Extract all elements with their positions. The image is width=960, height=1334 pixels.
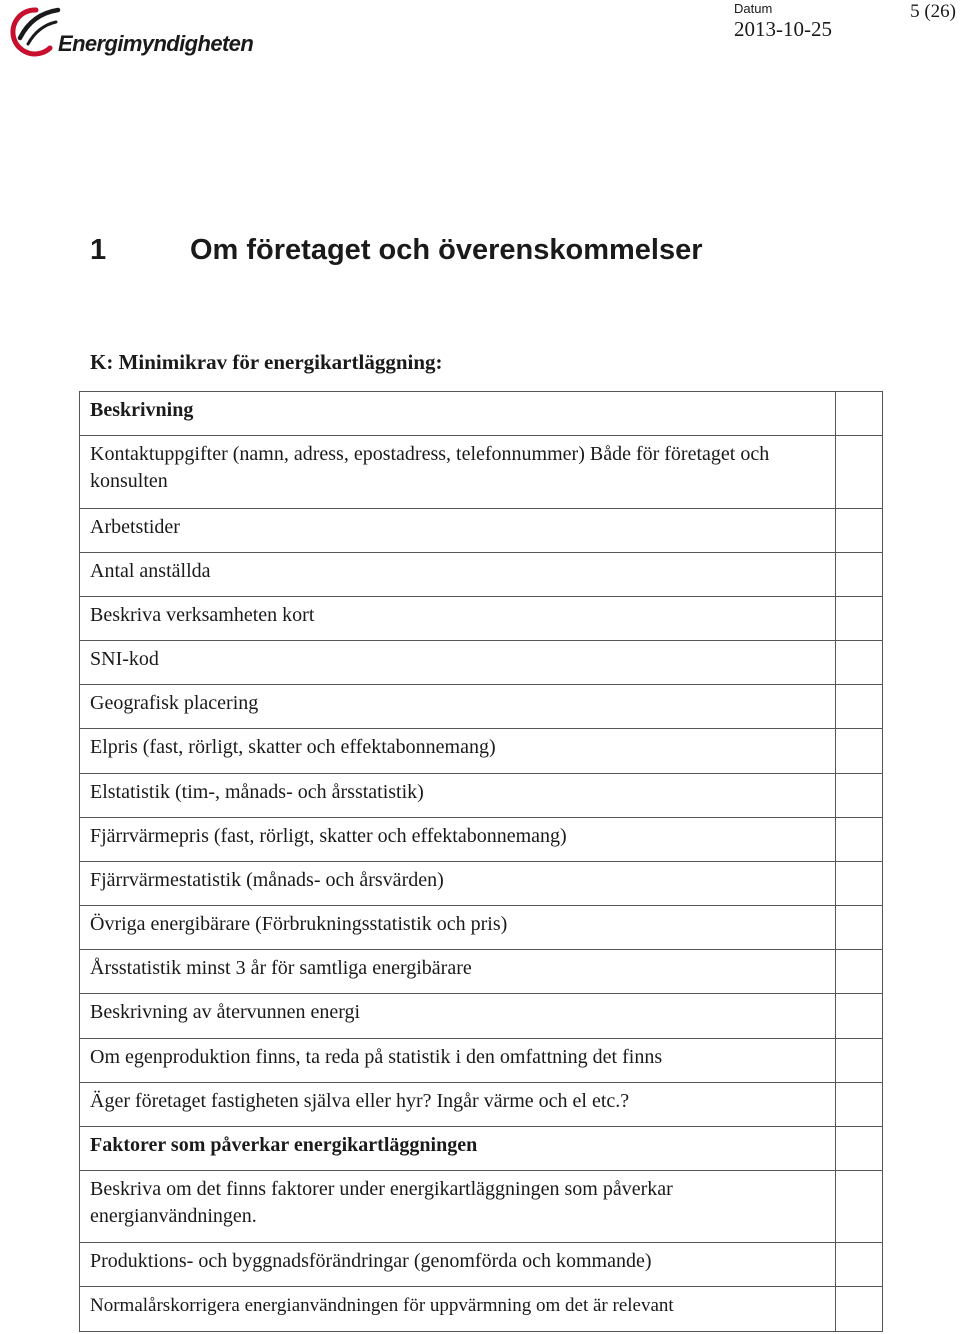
requirement-text: SNI-kod bbox=[90, 648, 159, 670]
requirement-cell bbox=[80, 509, 836, 553]
checkbox-cell[interactable] bbox=[836, 1243, 883, 1287]
checkbox-cell[interactable] bbox=[836, 729, 883, 774]
requirement-cell bbox=[80, 818, 836, 862]
checkbox-cell[interactable] bbox=[836, 862, 883, 906]
checkbox-cell[interactable] bbox=[836, 685, 883, 729]
checkbox-cell[interactable] bbox=[836, 1171, 883, 1243]
logo-text: Energimyndigheten bbox=[58, 31, 254, 56]
table-section-heading: Beskrivning bbox=[90, 399, 194, 421]
checkbox-cell[interactable] bbox=[836, 436, 883, 509]
requirement-cell bbox=[80, 862, 836, 906]
date-label: Datum bbox=[734, 1, 773, 16]
logo-mark-icon bbox=[6, 4, 66, 58]
table-row bbox=[80, 1083, 883, 1127]
requirement-cell bbox=[80, 906, 836, 950]
table-row bbox=[80, 597, 883, 641]
table-row bbox=[80, 1171, 883, 1243]
checkbox-cell[interactable] bbox=[836, 818, 883, 862]
requirements-subheading: K: Minimikrav för energikartläggning: bbox=[90, 350, 443, 374]
table-row bbox=[80, 950, 883, 994]
requirement-cell bbox=[80, 1287, 836, 1332]
section-heading bbox=[90, 234, 703, 267]
table-row bbox=[80, 906, 883, 950]
table-row bbox=[80, 1287, 883, 1332]
requirement-cell bbox=[80, 685, 836, 729]
requirement-cell bbox=[80, 641, 836, 685]
requirement-cell bbox=[80, 774, 836, 818]
table-row bbox=[80, 509, 883, 553]
requirement-text: Elpris (fast, rörligt, skatter och effektabonnemang) bbox=[90, 736, 496, 758]
requirement-cell bbox=[80, 436, 836, 509]
table-row bbox=[80, 994, 883, 1039]
requirement-cell bbox=[80, 1243, 836, 1287]
requirement-text: Fjärrvärmepris (fast, rörligt, skatter och effektabonnemang) bbox=[90, 825, 567, 847]
requirement-text: Beskrivning av återvunnen energi bbox=[90, 1001, 361, 1023]
requirement-cell bbox=[80, 1127, 836, 1171]
requirement-cell bbox=[80, 1083, 836, 1127]
date-value: 2013-10-25 bbox=[734, 17, 832, 41]
table-row bbox=[80, 1127, 883, 1171]
requirement-cell bbox=[80, 950, 836, 994]
section-title: Om företaget och överenskommelser bbox=[190, 234, 703, 266]
checkbox-cell[interactable] bbox=[836, 774, 883, 818]
requirement-cell bbox=[80, 1171, 836, 1243]
checkbox-cell[interactable] bbox=[836, 597, 883, 641]
checkbox-cell[interactable] bbox=[836, 553, 883, 597]
table-row bbox=[80, 729, 883, 774]
requirement-text: Geografisk placering bbox=[90, 692, 259, 714]
table-row bbox=[80, 641, 883, 685]
page-number: 5 (26) bbox=[910, 1, 956, 22]
table-row bbox=[80, 1243, 883, 1287]
checkbox-cell[interactable] bbox=[836, 1127, 883, 1171]
requirement-text: Fjärrvärmestatistik (månads- och årsvärden) bbox=[90, 869, 444, 891]
checkbox-cell[interactable] bbox=[836, 641, 883, 685]
table-row bbox=[80, 1039, 883, 1083]
checkbox-cell[interactable] bbox=[836, 906, 883, 950]
requirement-cell bbox=[80, 1039, 836, 1083]
table-section-heading: Faktorer som påverkar energikartläggningen bbox=[90, 1134, 478, 1156]
requirement-text: Elstatistik (tim-, månads- och årsstatistik) bbox=[90, 781, 424, 803]
table-row bbox=[80, 774, 883, 818]
requirement-cell bbox=[80, 994, 836, 1039]
requirement-text: Beskriva om det finns faktorer under energikartläggningen som påverkar energianvändningen. bbox=[90, 1178, 673, 1227]
requirement-text: Övriga energibärare (Förbrukningsstatistik och pris) bbox=[90, 913, 508, 935]
table-row bbox=[80, 553, 883, 597]
checkbox-cell[interactable] bbox=[836, 950, 883, 994]
requirement-cell bbox=[80, 597, 836, 641]
checkbox-cell[interactable] bbox=[836, 1083, 883, 1127]
table-row bbox=[80, 818, 883, 862]
requirement-text: Antal anställda bbox=[90, 560, 211, 582]
checkbox-cell[interactable] bbox=[836, 994, 883, 1039]
requirement-text: Om egenproduktion finns, ta reda på statistik i den omfattning det finns bbox=[90, 1046, 663, 1068]
checkbox-cell[interactable] bbox=[836, 1287, 883, 1332]
requirement-text: Kontaktuppgifter (namn, adress, epostadress, telefonnummer) Både för företaget och konsulten bbox=[90, 443, 770, 492]
table-row bbox=[80, 436, 883, 509]
requirement-text: Beskriva verksamheten kort bbox=[90, 604, 315, 626]
requirement-cell bbox=[80, 729, 836, 774]
checkbox-cell[interactable] bbox=[836, 392, 883, 436]
table-row bbox=[80, 685, 883, 729]
checkbox-cell[interactable] bbox=[836, 1039, 883, 1083]
checkbox-cell[interactable] bbox=[836, 509, 883, 553]
table-row bbox=[80, 392, 883, 436]
requirements-table bbox=[79, 391, 883, 1332]
requirement-text: Arbetstider bbox=[90, 516, 180, 538]
energimyndigheten-logo bbox=[6, 4, 254, 58]
requirement-text: Produktions- och byggnadsförändringar (genomförda och kommande) bbox=[90, 1250, 652, 1272]
requirement-text: Årsstatistik minst 3 år för samtliga energibärare bbox=[90, 957, 472, 979]
requirement-cell bbox=[80, 553, 836, 597]
section-number: 1 bbox=[90, 234, 107, 266]
requirement-cell bbox=[80, 392, 836, 436]
table-row bbox=[80, 862, 883, 906]
requirement-text: Äger företaget fastigheten själva eller hyr? Ingår värme och el etc.? bbox=[90, 1090, 630, 1112]
requirement-text: Normalårskorrigera energianvändningen för uppvärmning om det är relevant bbox=[90, 1295, 674, 1316]
